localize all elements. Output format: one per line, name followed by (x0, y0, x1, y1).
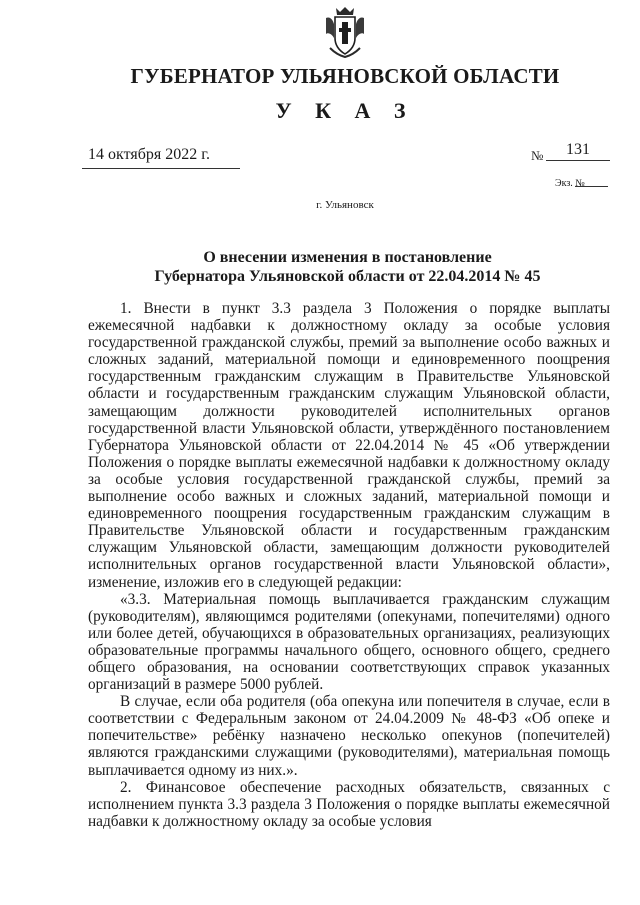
subject-line-1: О внесении изменения в постановление (203, 249, 492, 266)
paragraph: 2. Финансовое обеспечение расходных обязательств, связанных с исполнением пункта 3.3 раздела 3 Положения о порядке выплаты ежемесячной надбавки к должностному окладу за особые условия (88, 778, 610, 830)
city: г. Ульяновск (316, 199, 374, 211)
number-label: № (531, 148, 544, 163)
document-body (88, 300, 610, 830)
document-subject (0, 248, 640, 286)
copy-underline (575, 186, 608, 187)
copy-label: Экз. № (555, 178, 585, 189)
paragraph: 1. Внести в пункт 3.3 раздела 3 Положения о порядке выплаты ежемесячной надбавки к должностному окладу за особые условия государственной гражданской службы, премий за выполнение особо важных и сложных заданий, материальной помощи и единовременного поощрения государственным гражданским служащим в Правительстве Ульяновской области и государственным гражданским служащим Ульяновской области, замещающим должности руководителей исполнительных органов государственной власти Ульяновской области, утверждённого постановлением Губернатора Ульяновской области от 22.04.2014 № 45 «Об утверждении Положения о порядке выплаты ежемесячной надбавки к должностному окладу за особые условия государственной гражданской службы, премий за выполнение особо важных и сложных заданий, материальной помощи и единовременного поощрения государственным гражданским служащим в Правительстве Ульяновской области и государственным гражданским служащим Ульяновской области, замещающим должности руководителей исполнительных органов государственной власти Ульяновской области», изменение, изложив его в следующей редакции: (88, 300, 610, 591)
number-underline (546, 160, 610, 161)
document-date: 14 октября 2022 г. (88, 146, 210, 163)
document-number: 131 (566, 141, 590, 158)
date-underline (82, 168, 240, 169)
paragraph: В случае, если оба родителя (оба опекуна или попечителя в случае, если в соответствии с Федеральным законом от 24.04.2009 № 48-ФЗ «Об опеке и попечительстве» ребёнку назначено несколько опекунов (попечителей) являются гражданскими служащими (руководителями), материальная помощь выплачивается одному из них.». (88, 693, 610, 779)
subject-line-2: Губернатора Ульяновской области от 22.04.2014 № 45 (154, 268, 541, 285)
coat-of-arms-icon (322, 4, 368, 60)
document-type: У К А З (275, 98, 415, 123)
paragraph: «3.3. Материальная помощь выплачивается гражданским служащим (руководителям), являющимся родителями (опекунами, попечителями) одного или более детей, обучающихся в образовательных организациях, реализующих образовательные программы начального общего, основного общего, среднего общего образования, на основании соответствующих справок указанных организаций в размере 5000 рублей. (88, 590, 610, 694)
authority-title: ГУБЕРНАТОР УЛЬЯНОВСКОЙ ОБЛАСТИ (130, 64, 560, 88)
